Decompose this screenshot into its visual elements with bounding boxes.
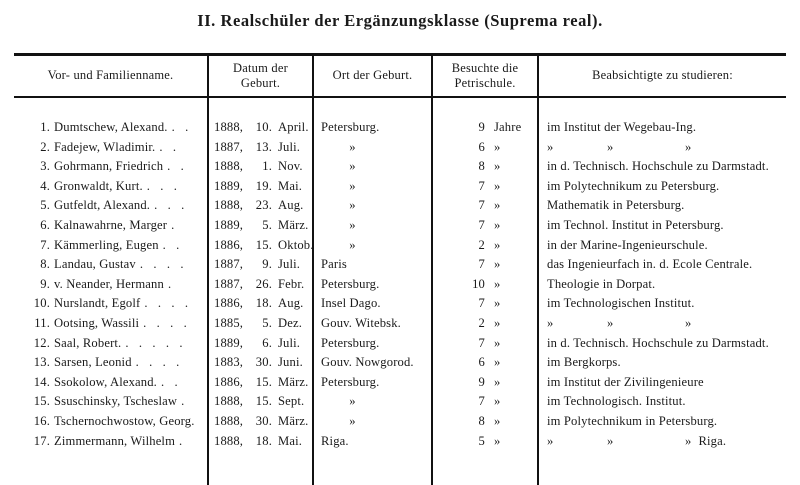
school-years-count: 7	[478, 178, 485, 193]
birth-year: 1888,	[214, 120, 244, 134]
birth-month: Aug.	[278, 296, 304, 311]
birth-day: 26.	[255, 276, 272, 291]
school-years-count: 8	[478, 159, 485, 174]
intended-study: im Institut der Wegebau-Ing.	[547, 120, 697, 134]
birth-month: Sept.	[278, 394, 305, 409]
row-index: 2.	[40, 139, 50, 154]
birth-place-ditto: »	[349, 217, 356, 232]
birth-year: 1889,	[214, 217, 244, 232]
ditto-mark-1: »	[547, 139, 554, 154]
intended-study: im Technologisch. Institut.	[547, 394, 686, 409]
student-name-cell	[54, 373, 201, 393]
table-row	[14, 432, 786, 452]
school-years-count: 7	[478, 296, 485, 311]
birth-year: 1885,	[214, 315, 244, 330]
birth-date-cell	[209, 353, 310, 373]
birth-year: 1887,	[214, 257, 244, 272]
table-row	[14, 196, 786, 216]
dot-leader: .	[179, 433, 186, 448]
birth-place: Gouv. Witebsk.	[321, 315, 401, 330]
ditto-mark-3: »	[685, 315, 692, 330]
student-name: Kämmerling, Eugen	[54, 237, 159, 252]
birth-day: 15.	[255, 394, 272, 409]
school-years-unit-ditto: »	[494, 217, 501, 232]
birth-year: 1888,	[214, 394, 244, 409]
school-years-count: 10	[472, 276, 485, 291]
birth-place-ditto: »	[349, 413, 356, 428]
intended-study-ditto	[539, 314, 786, 334]
birth-date-cell	[209, 236, 314, 256]
birth-year: 1883,	[214, 355, 244, 370]
column-header-birthdate-text	[233, 61, 288, 92]
school-years-cell	[433, 294, 537, 314]
intended-study: im Polytechnikum in Petersburg.	[547, 413, 718, 428]
row-index: 12.	[33, 335, 50, 350]
school-years-count: 7	[478, 394, 485, 409]
birth-place-ditto: »	[349, 139, 356, 154]
school-years-cell	[433, 353, 537, 373]
row-index: 14.	[33, 374, 50, 389]
table-row	[14, 334, 786, 354]
school-years-cell	[433, 412, 537, 432]
birth-year: 1889,	[214, 178, 244, 193]
table-row	[14, 118, 786, 138]
birth-place: Insel Dago.	[321, 296, 381, 311]
birth-day: 15.	[255, 237, 272, 252]
dot-leader: . .	[162, 237, 183, 252]
student-name-cell	[54, 196, 201, 216]
table-row	[14, 138, 786, 158]
birth-date-cell	[209, 412, 310, 432]
birth-date-cell	[209, 373, 310, 393]
school-years-cell	[433, 196, 537, 216]
student-name-cell	[54, 334, 201, 354]
student-name-cell	[54, 177, 201, 197]
birth-year: 1888,	[214, 198, 244, 213]
ditto-mark-2: »	[607, 315, 614, 330]
dot-leader: . .	[159, 139, 180, 154]
student-name-cell	[54, 118, 201, 138]
birth-place: Petersburg.	[321, 374, 380, 389]
row-index: 17.	[33, 433, 50, 448]
birth-year: 1886,	[214, 237, 244, 252]
intended-study: im Bergkorps.	[547, 355, 621, 370]
school-years-unit-ditto: »	[494, 257, 501, 272]
birth-place-ditto: »	[349, 159, 356, 174]
row-index: 5.	[40, 198, 50, 213]
intended-study: Theologie in Dorpat.	[547, 276, 656, 291]
student-name-cell	[54, 275, 201, 295]
birth-month: Aug.	[278, 198, 304, 213]
student-name-cell	[54, 216, 201, 236]
table-header-row	[14, 56, 786, 96]
table-row	[14, 314, 786, 334]
column-header-school-years-text	[452, 61, 519, 92]
school-years-unit-ditto: »	[494, 335, 501, 350]
birth-place-ditto: »	[349, 178, 356, 193]
school-years-count: 2	[478, 315, 485, 330]
row-index: 11.	[34, 315, 50, 330]
dot-leader: . . . .	[144, 296, 192, 311]
student-name: Gohrmann, Friedrich	[54, 159, 164, 174]
intended-study: das Ingenieurfach in. d. Ecole Centrale.	[547, 257, 753, 272]
school-years-unit-ditto: »	[494, 198, 501, 213]
birth-month: Mai.	[278, 178, 303, 193]
column-header-school-years	[433, 56, 537, 96]
birth-place-ditto: »	[349, 237, 356, 252]
birth-date-cell	[209, 177, 310, 197]
student-name: Sarsen, Leonid	[54, 355, 132, 370]
student-name: Dumtschew, Alexand.	[54, 120, 168, 134]
school-years-cell	[433, 216, 537, 236]
birth-day: 10.	[255, 120, 272, 134]
school-years-cell	[433, 334, 537, 354]
column-header-school-years-line1: Besuchte die	[451, 60, 519, 75]
intended-study: im Polytechnikum zu Petersburg.	[547, 178, 720, 193]
school-years-count: 2	[478, 237, 485, 252]
table-row	[14, 412, 786, 432]
birth-date-cell	[209, 216, 310, 236]
ditto-mark-3: »	[685, 139, 692, 154]
birth-date-cell	[209, 294, 310, 314]
school-years-cell	[433, 392, 537, 412]
row-index: 6.	[40, 217, 50, 232]
birth-place: Gouv. Nowgorod.	[321, 355, 414, 370]
school-years-unit-ditto: »	[494, 433, 501, 448]
school-years-cell	[433, 314, 537, 334]
school-years-unit-ditto: »	[494, 374, 501, 389]
school-years-cell	[433, 157, 537, 177]
school-years-count: 9	[478, 374, 485, 389]
birth-day: 18.	[255, 433, 272, 448]
birth-place-ditto: »	[349, 198, 356, 213]
column-header-name-line1: Vor- und Familienname.	[47, 68, 174, 83]
dot-leader: . . . .	[143, 315, 191, 330]
table-row	[14, 392, 786, 412]
table-row	[14, 353, 786, 373]
birth-date-cell	[209, 275, 310, 295]
school-years-unit-ditto: »	[494, 178, 501, 193]
birth-day: 13.	[255, 139, 272, 154]
column-header-name	[14, 56, 207, 96]
birth-year: 1888,	[214, 413, 244, 428]
table-row	[14, 373, 786, 393]
birth-month: Nov.	[278, 159, 303, 174]
birth-month: Mai.	[278, 433, 303, 448]
ditto-mark-3: »	[685, 433, 692, 448]
student-name-cell	[54, 138, 201, 158]
birth-year: 1888,	[214, 159, 244, 174]
intended-study-tail: Riga.	[698, 433, 727, 448]
student-name-cell	[54, 412, 201, 432]
student-name-cell	[54, 314, 201, 334]
student-name: Ootsing, Wassili	[54, 315, 140, 330]
intended-study: Mathematik in Petersburg.	[547, 198, 685, 213]
row-index: 15.	[33, 394, 50, 409]
table-row	[14, 294, 786, 314]
column-header-school-years-line2: Petrischule.	[454, 76, 516, 90]
school-years-unit-ditto: »	[494, 237, 501, 252]
school-years-unit-ditto: »	[494, 394, 501, 409]
student-name-cell	[54, 353, 201, 373]
table-row	[14, 177, 786, 197]
school-years-cell	[433, 138, 537, 158]
birth-day: 9.	[262, 257, 272, 272]
birth-place: Paris	[321, 257, 347, 272]
dot-leader: .	[171, 217, 178, 232]
column-header-birthdate-line2: Geburt.	[240, 76, 281, 90]
ditto-mark-2: »	[607, 433, 614, 448]
birth-day: 6.	[262, 335, 272, 350]
birth-day: 18.	[255, 296, 272, 311]
row-index: 1.	[40, 120, 50, 134]
student-name-cell	[54, 236, 201, 256]
column-header-intended-study	[539, 56, 786, 96]
birth-date-cell	[209, 118, 310, 138]
birth-year: 1889,	[214, 335, 244, 350]
school-years-unit-ditto: »	[494, 276, 501, 291]
birth-day: 5.	[262, 217, 272, 232]
birth-date-cell	[209, 392, 310, 412]
birth-day: 30.	[255, 413, 272, 428]
birth-month: März.	[278, 374, 309, 389]
school-years-cell	[433, 432, 537, 452]
birth-day: 5.	[262, 315, 272, 330]
dot-leader: . .	[167, 159, 188, 174]
student-name: Gronwaldt, Kurt.	[54, 178, 143, 193]
column-header-birthdate	[209, 56, 312, 96]
table-row	[14, 157, 786, 177]
birth-day: 19.	[255, 178, 272, 193]
school-years-unit-ditto: »	[494, 355, 501, 370]
student-name: Gutfeldt, Alexand.	[54, 198, 151, 213]
birth-date-cell	[209, 314, 310, 334]
birth-place: Riga.	[321, 433, 349, 448]
birth-day: 23.	[255, 198, 272, 213]
school-years-count: 5	[478, 433, 485, 448]
school-years-cell	[433, 255, 537, 275]
birth-year: 1888,	[214, 433, 244, 448]
birth-day: 30.	[255, 355, 272, 370]
student-name-cell	[54, 157, 201, 177]
dot-leader: .	[181, 394, 188, 409]
row-index: 4.	[40, 178, 50, 193]
student-name: Fadejew, Wladimir.	[54, 139, 156, 154]
birth-month: Dez.	[278, 315, 303, 330]
intended-study: in d. Technisch. Hochschule zu Darmstadt.	[547, 335, 769, 350]
intended-study-ditto	[539, 138, 786, 158]
student-name: Saal, Robert.	[54, 335, 122, 350]
table-row	[14, 236, 786, 256]
birth-year: 1886,	[214, 296, 244, 311]
school-years-count: 7	[478, 335, 485, 350]
intended-study: im Technol. Institut in Petersburg.	[547, 217, 724, 232]
school-years-unit-ditto: »	[494, 296, 501, 311]
student-name: Kalnawahrne, Marger	[54, 217, 168, 232]
row-index: 9.	[40, 276, 50, 291]
birth-month: April.	[278, 120, 309, 134]
school-years-cell	[433, 275, 537, 295]
school-years-cell	[433, 118, 537, 138]
dot-leader: .	[167, 276, 175, 291]
student-name-cell	[54, 255, 201, 275]
school-years-count: 7	[478, 198, 485, 213]
dot-leader: . . .	[146, 178, 181, 193]
birth-month: Febr.	[278, 276, 305, 291]
student-name-cell	[54, 392, 201, 412]
birth-month: Oktob.	[278, 237, 314, 252]
birth-date-cell	[209, 334, 310, 354]
school-years-count: 6	[478, 355, 485, 370]
school-years-count: 8	[478, 413, 485, 428]
dot-leader: . .	[160, 374, 182, 389]
student-name: Landau, Gustav	[54, 257, 136, 272]
school-years-unit-ditto: »	[494, 315, 501, 330]
birth-year: 1887,	[214, 276, 244, 291]
intended-study: im Institut der Zivilingenieure	[547, 374, 704, 389]
dot-leader: . .	[171, 120, 192, 134]
student-name: Nurslandt, Egolf	[54, 296, 141, 311]
birth-month: März.	[278, 413, 309, 428]
birth-place: Petersburg.	[321, 120, 380, 134]
birth-month: Juli.	[278, 139, 301, 154]
student-name-cell	[54, 432, 201, 452]
student-name-cell	[54, 294, 201, 314]
school-years-count: 7	[478, 257, 485, 272]
intended-study: im Technologischen Institut.	[547, 296, 695, 311]
student-name: Ssokolow, Alexand.	[54, 374, 157, 389]
column-header-birthplace-line1: Ort der Geburt.	[332, 68, 413, 83]
student-name: Zimmermann, Wilhelm	[54, 433, 176, 448]
school-years-cell	[433, 373, 537, 393]
ditto-mark-2: »	[607, 139, 614, 154]
dot-leader: . . .	[154, 198, 188, 213]
row-index: 8.	[40, 257, 50, 272]
column-header-birthdate-line1: Datum der	[233, 60, 288, 75]
student-name: Ssuschinsky, Tscheslaw	[54, 394, 178, 409]
table-row	[14, 255, 786, 275]
school-years-cell	[433, 236, 537, 256]
intended-study: in d. Technisch. Hochschule zu Darmstadt.	[547, 159, 769, 174]
table-row	[14, 216, 786, 236]
birth-date-cell	[209, 138, 310, 158]
column-header-birthplace	[314, 56, 431, 96]
birth-place: Petersburg.	[321, 335, 380, 350]
students-table	[14, 53, 786, 485]
birth-month: Juli.	[278, 257, 301, 272]
birth-month: März.	[278, 217, 309, 232]
intended-study: in der Marine-Ingenieurschule.	[547, 237, 708, 252]
school-years-unit-ditto: »	[494, 159, 501, 174]
intended-study-ditto	[539, 432, 786, 452]
school-years-count: 6	[478, 139, 485, 154]
birth-month: Juli.	[278, 335, 301, 350]
school-years-count: 7	[478, 217, 485, 232]
page-title: II. Realschüler der Ergänzungsklasse (Suprema real).	[197, 11, 603, 30]
birth-day: 1.	[262, 159, 272, 174]
birth-year: 1887,	[214, 139, 244, 154]
row-index: 16.	[33, 413, 50, 428]
school-years-unit: Jahre	[494, 120, 522, 134]
row-index: 13.	[33, 355, 50, 370]
school-years-cell	[433, 177, 537, 197]
column-header-intended-study-line1: Beabsichtigte zu studieren:	[592, 68, 733, 83]
ditto-mark-1: »	[547, 433, 554, 448]
birth-year: 1886,	[214, 374, 244, 389]
table-row	[14, 275, 786, 295]
school-years-unit-ditto: »	[494, 413, 501, 428]
birth-date-cell	[209, 432, 310, 452]
dot-leader: . . . .	[135, 355, 183, 370]
dot-leader: . . . . .	[125, 335, 187, 350]
school-years-count: 9	[478, 120, 485, 134]
student-name: Tschernochwostow, Georg.	[54, 413, 195, 428]
birth-day: 15.	[255, 374, 272, 389]
row-index: 3.	[40, 159, 50, 174]
row-index: 10.	[33, 296, 50, 311]
dot-leader: . . . .	[139, 257, 188, 272]
birth-date-cell	[209, 255, 310, 275]
birth-date-cell	[209, 196, 310, 216]
row-index: 7.	[40, 237, 50, 252]
table-body	[14, 98, 786, 451]
birth-month: Juni.	[278, 355, 303, 370]
birth-place: Petersburg.	[321, 276, 380, 291]
birth-date-cell	[209, 157, 310, 177]
school-years-unit-ditto: »	[494, 139, 501, 154]
ditto-mark-1: »	[547, 315, 554, 330]
birth-place-ditto: »	[349, 394, 356, 409]
student-name: v. Neander, Hermann	[54, 276, 164, 291]
